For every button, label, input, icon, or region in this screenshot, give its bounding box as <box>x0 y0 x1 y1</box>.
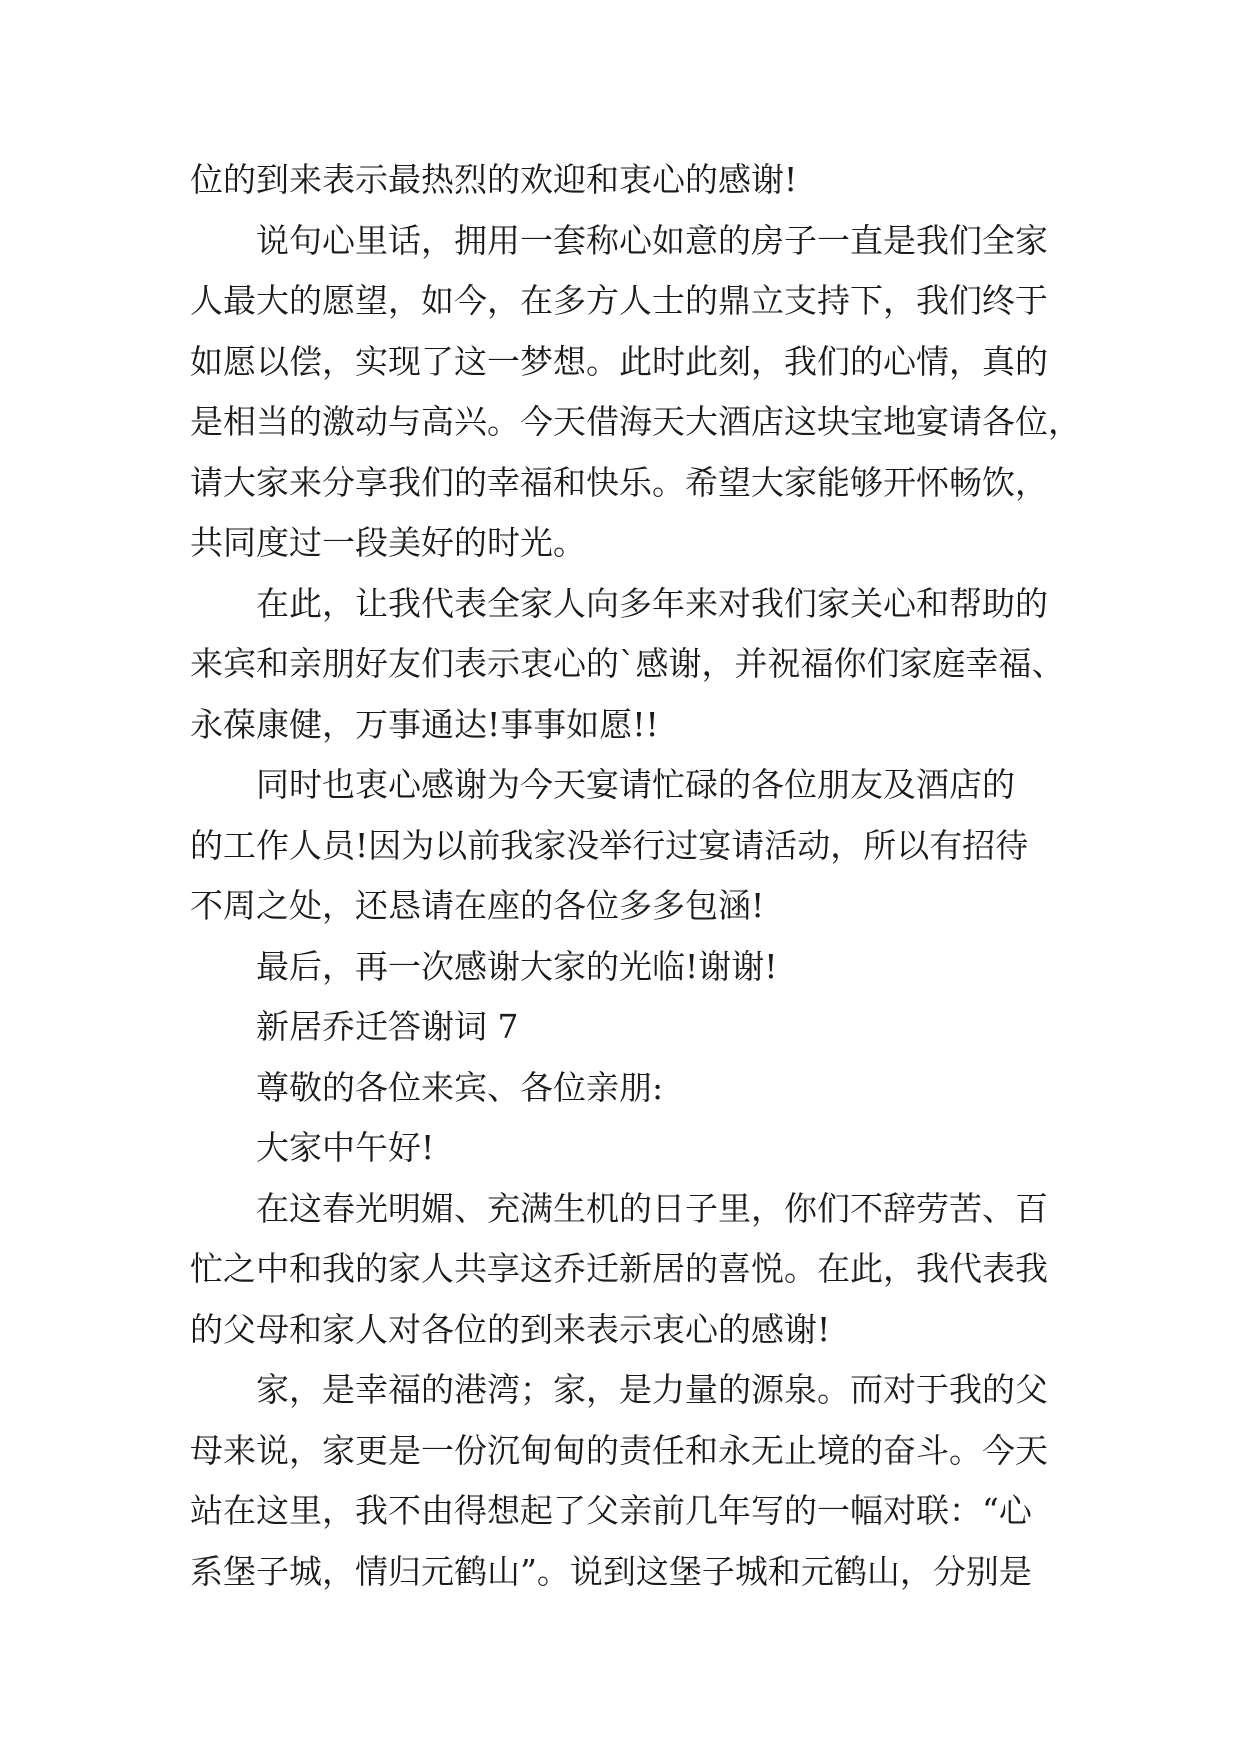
text-line: 站在这里，我不由得想起了父亲前几年写的一幅对联：“心 <box>190 1491 1032 1530</box>
text-line: 的父母和家人对各位的到来表示衷心的感谢! <box>190 1309 831 1349</box>
text-line: 尊敬的各位来宾、各位亲朋: <box>256 1067 664 1107</box>
document-body <box>190 150 1081 1602</box>
text-line: 的工作人员!因为以前我家没举行过宴请活动，所以有招待 <box>190 825 1029 865</box>
text-line: 系堡子城，情归元鹤山”。说到这堡子城和元鹤山，分别是 <box>190 1551 1032 1591</box>
text-line: 大家中午好! <box>256 1128 435 1167</box>
text-line: 忙之中和我的家人共享这乔迁新居的喜悦。在此，我代表我 <box>190 1249 1048 1288</box>
text-line: 最后，再一次感谢大家的光临!谢谢! <box>256 946 778 986</box>
text-line: 说句心里话，拥用一套称心如意的房子一直是我们全家 <box>256 220 1048 260</box>
text-line: 在这春光明媚、充满生机的日子里，你们不辞劳苦、百 <box>256 1188 1048 1228</box>
text-line: 同时也衷心感谢为今天宴请忙碌的各位朋友及酒店的 <box>256 765 1015 804</box>
text-line: 人最大的愿望，如今，在多方人士的鼎立支持下，我们终于 <box>190 281 1048 320</box>
text-line: 如愿以偿，实现了这一梦想。此时此刻，我们的心情，真的 <box>190 341 1048 381</box>
text-line: 不周之处，还恳请在座的各位多多包涵! <box>190 886 765 925</box>
text-line: 家，是幸福的港湾；家，是力量的源泉。而对于我的父 <box>256 1370 1048 1409</box>
text-line: 请大家来分享我们的幸福和快乐。希望大家能够开怀畅饮， <box>190 462 1048 502</box>
text-line: 是相当的激动与高兴。今天借海天大酒店这块宝地宴请各位， <box>190 402 1081 441</box>
text-line: 位的到来表示最热烈的欢迎和衷心的感谢! <box>190 160 798 199</box>
section-heading: 新居乔迁答谢词 7 <box>256 1007 519 1046</box>
text-line: 共同度过一段美好的时光。 <box>190 523 586 562</box>
text-line: 来宾和亲朋好友们表示衷心的`感谢，并祝福你们家庭幸福、 <box>190 644 1065 683</box>
text-line: 在此，让我代表全家人向多年来对我们家关心和帮助的 <box>256 583 1048 623</box>
text-line: 母来说，家更是一份沉甸甸的责任和永无止境的奋斗。今天 <box>190 1430 1048 1470</box>
text-line: 永葆康健，万事通达!事事如愿!! <box>190 704 659 744</box>
